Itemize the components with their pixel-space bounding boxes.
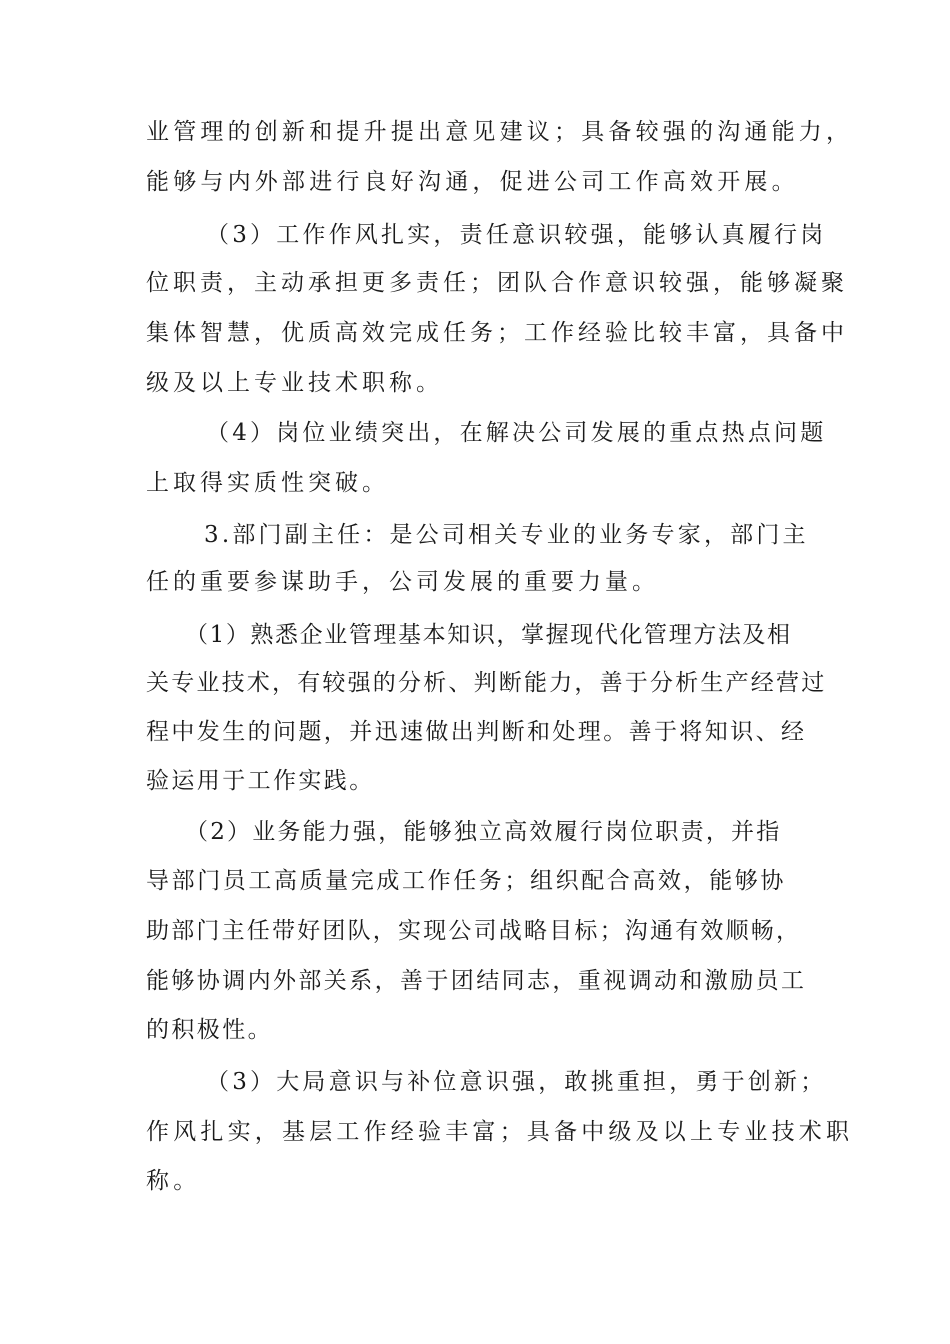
text-line: 导部门员工高质量完成工作任务；组织配合高效，能够协: [146, 868, 786, 894]
text-line: （4）岗位业绩突出，在解决公司发展的重点热点问题: [206, 420, 827, 446]
text-line: 关专业技术，有较强的分析、判断能力，善于分析生产经营过: [146, 670, 827, 696]
text-line: 任的重要参谋助手，公司发展的重要力量。: [146, 569, 659, 595]
text-line: 验运用于工作实践。: [146, 768, 375, 794]
text-line: 集体智慧，优质高效完成任务；工作经验比较丰富，具备中: [146, 320, 848, 346]
text-line: 的积极性。: [146, 1017, 273, 1043]
text-line: 业管理的创新和提升提出意见建议；具备较强的沟通能力，: [146, 119, 854, 145]
text-line: 助部门主任带好团队，实现公司战略目标；沟通有效顺畅，: [146, 918, 802, 944]
text-line: 称。: [146, 1168, 201, 1194]
text-line: 位职责，主动承担更多责任；团队合作意识较强，能够凝聚: [146, 270, 848, 296]
text-line: （1）熟悉企业管理基本知识，掌握现代化管理方法及相: [185, 622, 792, 648]
text-line: 级及以上专业技术职称。: [146, 370, 443, 396]
section-heading: 3.部门副主任：是公司相关专业的业务专家，部门主: [204, 522, 809, 548]
text-line: 能够与内外部进行良好沟通，促进公司工作高效开展。: [146, 169, 799, 195]
text-line: 程中发生的问题，并迅速做出判断和处理。善于将知识、经: [146, 719, 807, 745]
text-line: 上取得实质性突破。: [146, 470, 389, 496]
text-line: （2）业务能力强，能够独立高效履行岗位职责，并指: [185, 819, 782, 845]
text-line: （3）工作作风扎实，责任意识较强，能够认真履行岗: [206, 222, 827, 248]
text-line: 作风扎实，基层工作经验丰富；具备中级及以上专业技术职: [146, 1119, 854, 1145]
text-line: 能够协调内外部关系，善于团结同志，重视调动和激励员工: [146, 968, 807, 994]
text-line: （3）大局意识与补位意识强，敢挑重担，勇于创新；: [206, 1069, 827, 1095]
